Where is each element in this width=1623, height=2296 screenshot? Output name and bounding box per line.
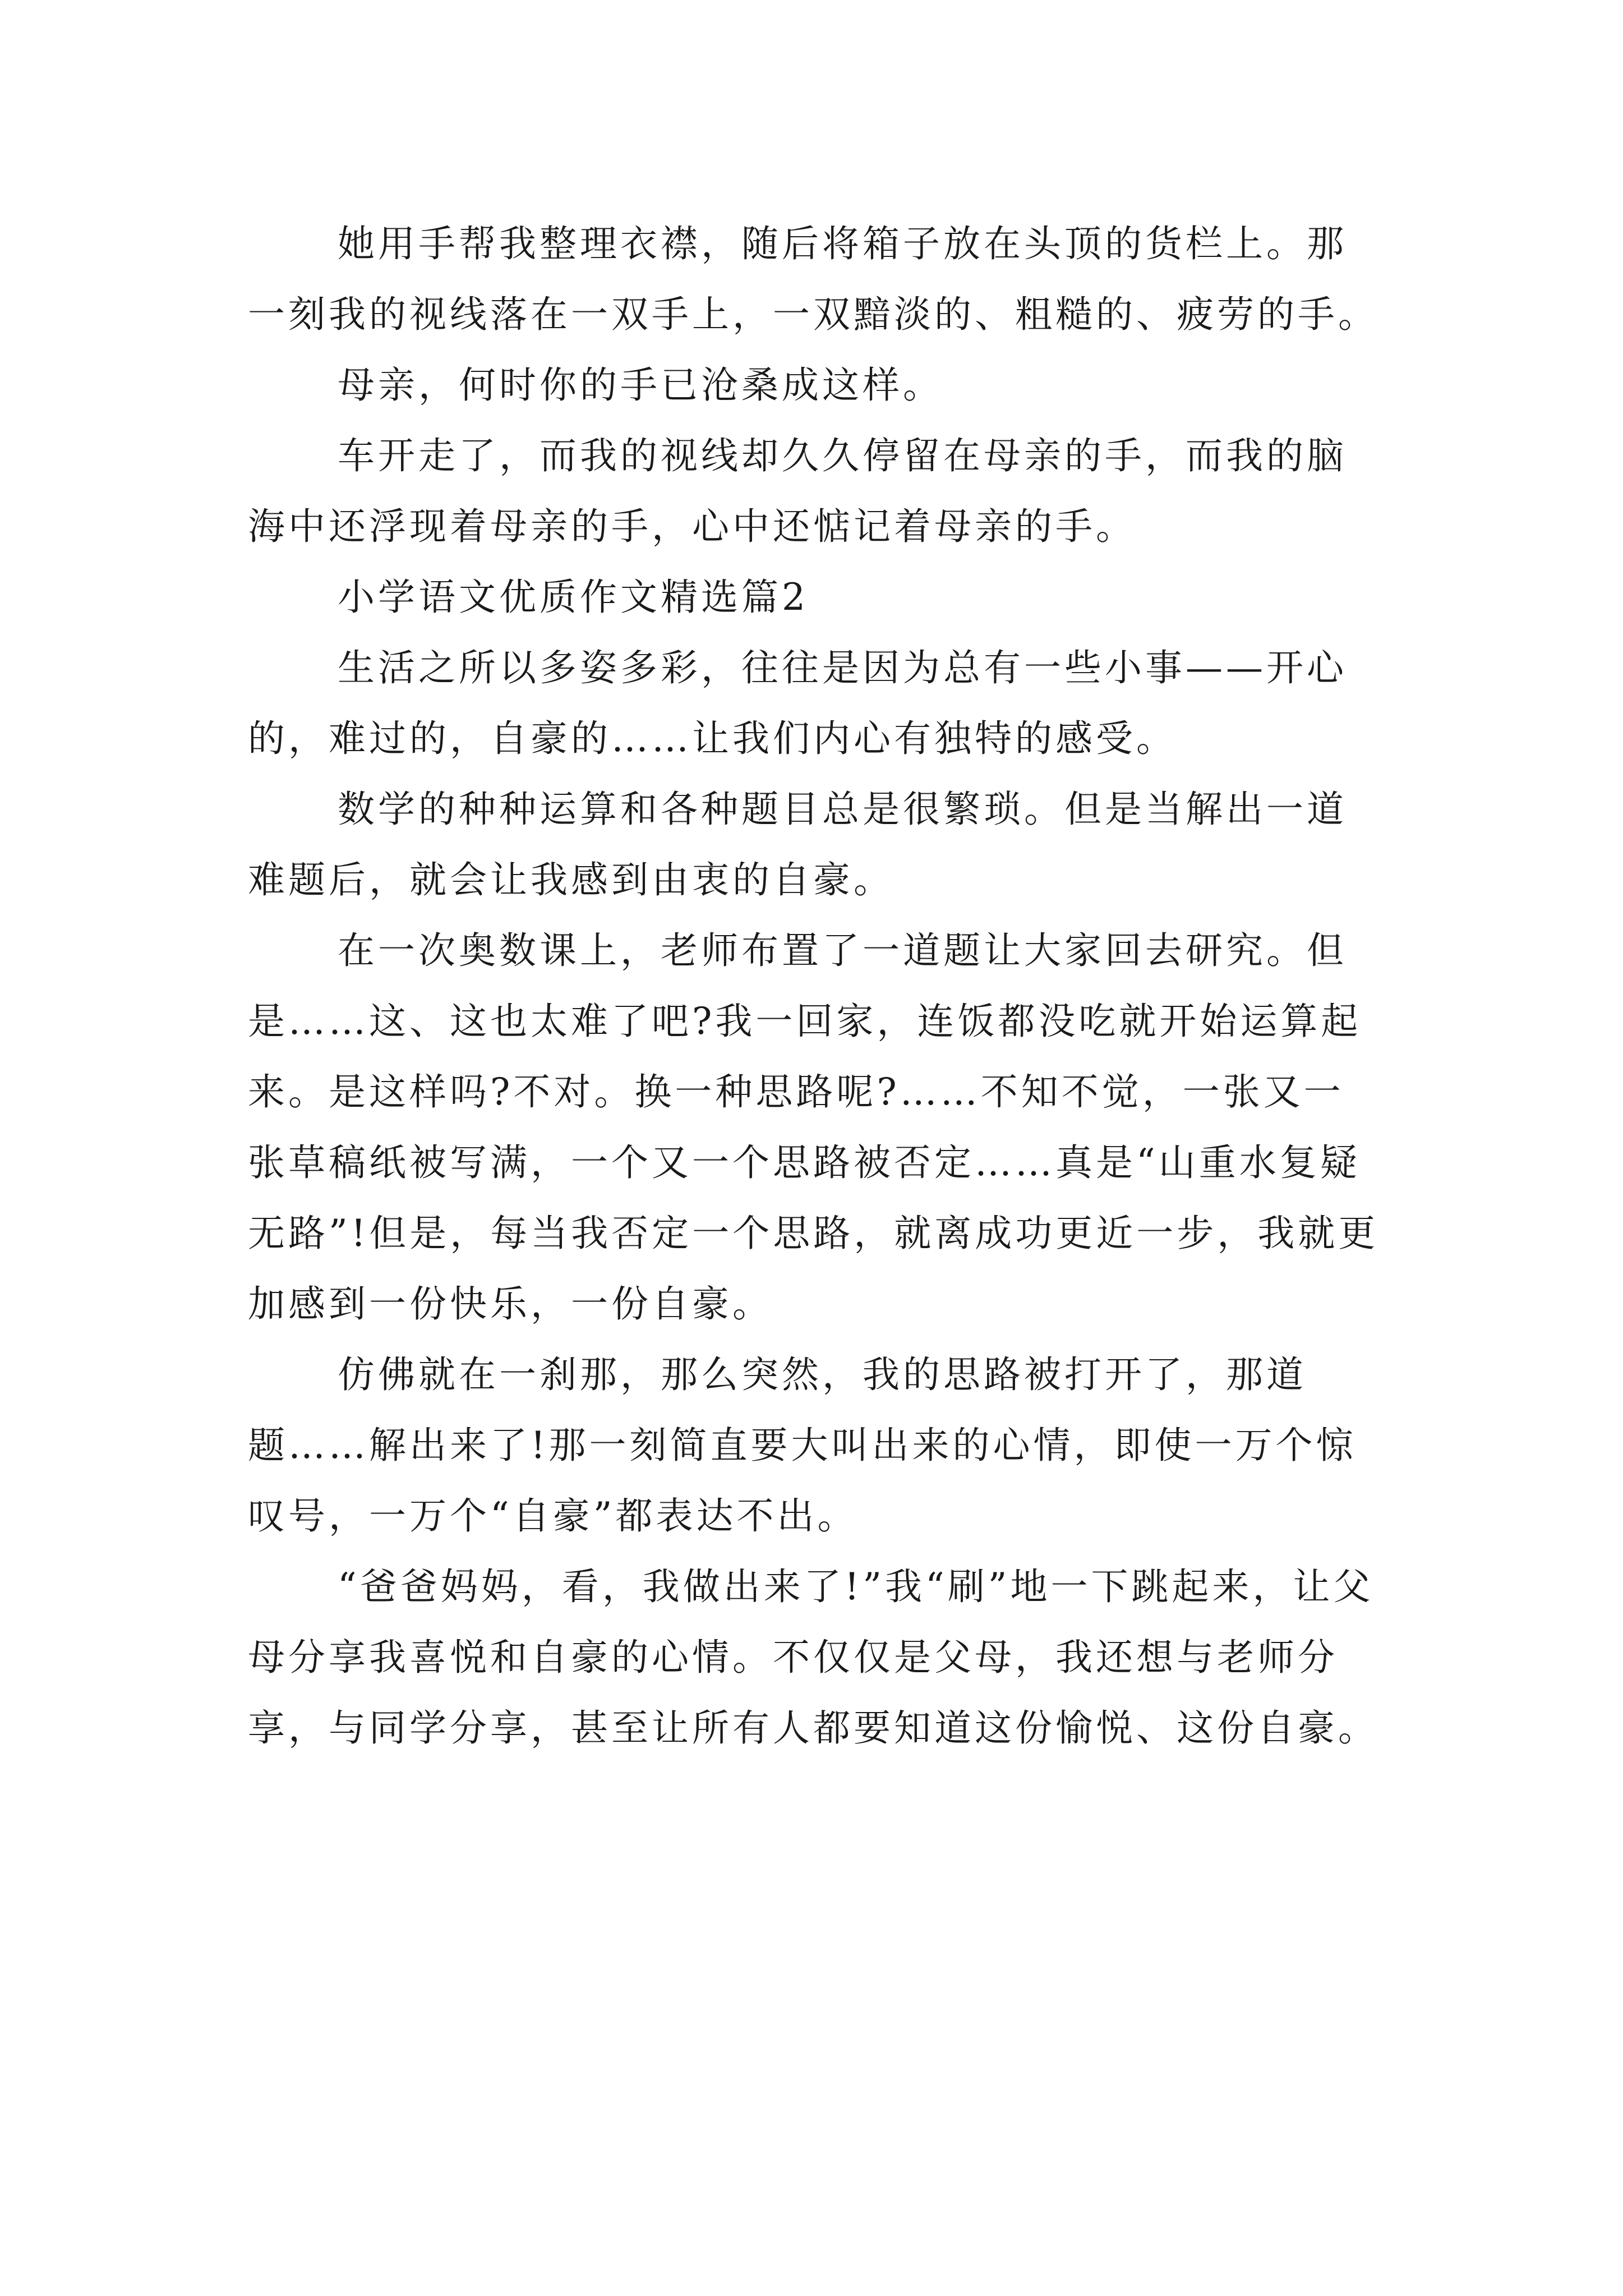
paragraph: “爸爸妈妈，看，我做出来了!”我“刷”地一下跳起来，让父母分享我喜悦和自豪的心情。不仅仅是父母，我还想与老师分享，与同学分享，甚至让所有人都要知道这份愉悦、这份自豪。: [248, 1565, 1378, 1750]
document-body: [248, 209, 1381, 1764]
paragraph: 在一次奥数课上，老师布置了一道题让大家回去研究。但是……这、这也太难了吧?我一回家，连饭都没吃就开始运算起来。是这样吗?不对。换一种思路呢?……不知不觉，一张又一张草稿纸被写满，一个又一个思路被否定……真是“山重水复疑无路”!但是，每当我否定一个思路，就离成功更近一步，我就更加感到一份快乐，一份自豪。: [248, 929, 1379, 1326]
section-heading: 小学语文优质作文精选篇2: [338, 576, 809, 619]
paragraph: 车开走了，而我的视线却久久停留在母亲的手，而我的脑海中还浮现着母亲的手，心中还惦记着母亲的手。: [248, 434, 1347, 548]
paragraph: 数学的种种运算和各种题目总是很繁琐。但是当解出一道难题后，就会让我感到由衷的自豪。: [248, 788, 1347, 901]
paragraph: 生活之所以多姿多彩，往往是因为总有一些小事——开心的，难过的，自豪的……让我们内心有独特的感受。: [248, 646, 1347, 760]
paragraph: 母亲，何时你的手已沧桑成这样。: [338, 364, 943, 407]
paragraph: 她用手帮我整理衣襟，随后将箱子放在头顶的货栏上。那一刻我的视线落在一双手上，一双黯淡的、粗糙的、疲劳的手。: [248, 222, 1378, 336]
paragraph: 仿佛就在一刹那，那么突然，我的思路被打开了，那道题……解出来了!那一刻简直要大叫出来的心情，即使一万个惊叹号，一万个“自豪”都表达不出。: [248, 1353, 1357, 1538]
